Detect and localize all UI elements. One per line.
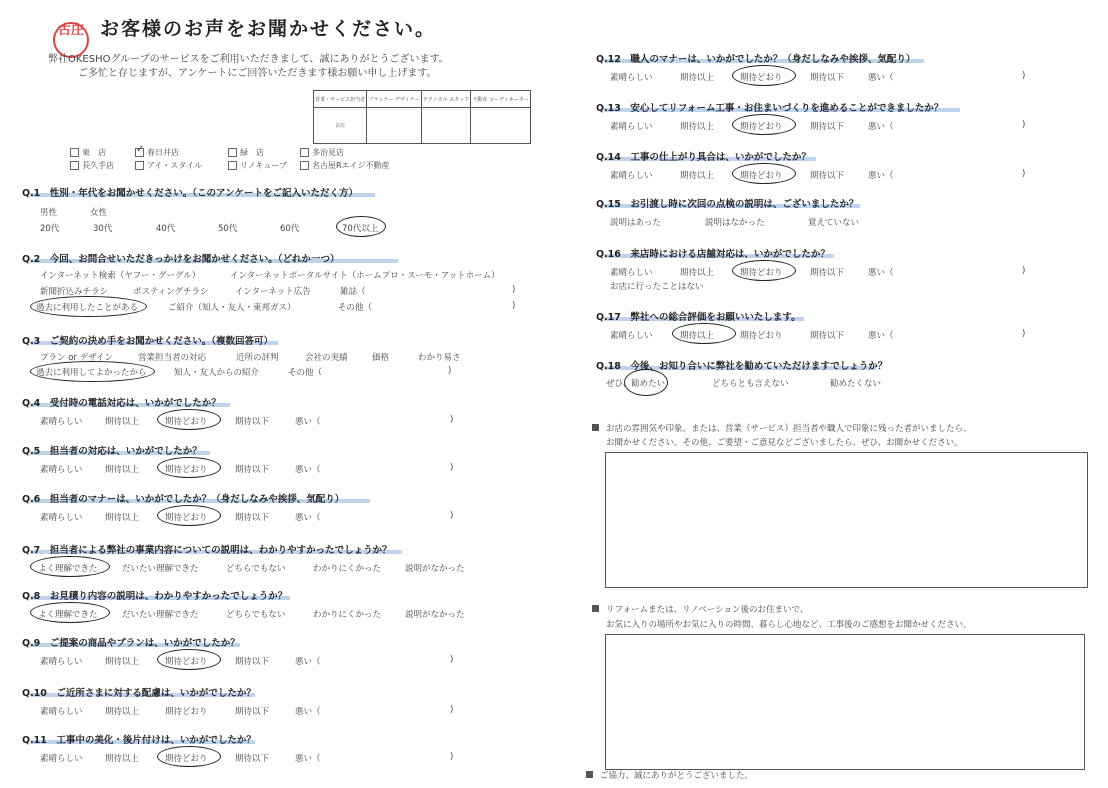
- q17-below-expectation[interactable]: 期待以下: [810, 331, 845, 341]
- q16-as-expected[interactable]: 期待どおり: [740, 268, 783, 278]
- q5-excellent[interactable]: 素晴らしい: [40, 465, 83, 475]
- staff-header-sales: 営業・サービス担当者: [314, 91, 367, 108]
- q2-other[interactable]: その他（: [338, 303, 373, 313]
- q12-above-expectation[interactable]: 期待以上: [680, 73, 715, 83]
- q9-title: Q.9 ご提案の商品やプランは、いかがでしたか？: [22, 638, 240, 649]
- q9-as-expected[interactable]: 期待どおり: [165, 657, 208, 667]
- q18-title: Q.18 今後、お知り合いに弊社を勧めていただけますでしょうか？: [596, 361, 888, 372]
- answer-circle: [336, 216, 386, 237]
- q8-mostly[interactable]: だいたい理解できた: [122, 610, 199, 620]
- q12-title: Q.12 職人のマナーは、いかがでしたか？（身だしなみや挨拶、気配り）: [596, 54, 916, 65]
- q2-newspaper-flyer[interactable]: 新聞折込みチラシ: [40, 287, 109, 297]
- q13-title: Q.13 安心してリフォーム工事・お住まいづくりを進めることができましたか？: [596, 103, 944, 114]
- q11-title: Q.11 工事中の美化・後片付けは、いかがでしたか？: [22, 735, 256, 746]
- checkbox-icon[interactable]: [228, 148, 237, 157]
- q16-bad-close: ): [1022, 266, 1026, 276]
- q12-excellent[interactable]: 素晴らしい: [610, 73, 653, 83]
- q6-bad[interactable]: 悪い（: [295, 513, 321, 523]
- q10-bad-close: ): [450, 705, 454, 715]
- q17-bad[interactable]: 悪い（: [868, 331, 894, 341]
- answer-circle: [732, 65, 796, 86]
- q15-not-explained[interactable]: 説明はなかった: [705, 218, 765, 228]
- q15-title: Q.15 お引渡し時に次回の点検の説明は、ございましたか？: [596, 199, 859, 210]
- staff-planner-value[interactable]: [367, 108, 422, 144]
- q16-below-expectation[interactable]: 期待以下: [810, 268, 845, 278]
- page-title: お客様のお声をお聞かせください。: [100, 18, 437, 40]
- q14-bad-close: ): [1022, 169, 1026, 179]
- q14-title: Q.14 工事の仕上がり具合は、いかがでしたか？: [596, 152, 811, 163]
- q4-above-expectation[interactable]: 期待以上: [105, 417, 140, 427]
- q6-excellent[interactable]: 素晴らしい: [40, 513, 83, 523]
- q1-age-30[interactable]: 30代: [93, 224, 113, 234]
- staff-table: [313, 90, 531, 144]
- comment2-prompt-2: お気に入りの場所やお気に入りの時間、暮らし心地など、工事後のご感想をお聞かせください。: [606, 620, 972, 630]
- q3-past-good[interactable]: 過去に利用してよかったから: [36, 368, 147, 378]
- q7-understood-well[interactable]: よく理解できた: [38, 564, 98, 574]
- q10-excellent[interactable]: 素晴らしい: [40, 707, 83, 717]
- q15-explained[interactable]: 説明はあった: [610, 218, 661, 228]
- store-tajimi[interactable]: 多治見店: [300, 147, 344, 158]
- q1-age-20[interactable]: 20代: [40, 224, 60, 234]
- q11-bad-close: ): [450, 752, 454, 762]
- checkbox-icon[interactable]: [135, 161, 144, 170]
- staff-header-technical: テクニカル スタッフ: [421, 91, 470, 108]
- q1-female[interactable]: 女性: [90, 208, 108, 218]
- store-nagoya-rage[interactable]: 名古屋Rエイジ不動産: [300, 160, 390, 171]
- q2-magazine[interactable]: 雑誌（: [340, 287, 366, 297]
- q1-male[interactable]: 男性: [40, 208, 58, 218]
- staff-sales-value[interactable]: 古庄: [314, 108, 367, 144]
- q5-bad-close: ): [450, 463, 454, 473]
- q1-age-40[interactable]: 40代: [156, 224, 176, 234]
- store-midori[interactable]: 緑 店: [228, 147, 264, 158]
- checkbox-checked-icon[interactable]: ✓: [136, 144, 145, 155]
- q13-excellent[interactable]: 素晴らしい: [610, 122, 653, 132]
- q12-below-expectation[interactable]: 期待以下: [810, 73, 845, 83]
- q16-title: Q.16 来店時における店舗対応は、いかがでしたか？: [596, 249, 830, 260]
- q11-below-expectation[interactable]: 期待以下: [235, 754, 270, 764]
- q4-bad-close: ): [450, 415, 454, 425]
- q14-bad[interactable]: 悪い（: [868, 171, 894, 181]
- q6-bad-close: ): [450, 511, 454, 521]
- q16-bad[interactable]: 悪い（: [868, 268, 894, 278]
- answer-circle: [30, 361, 155, 382]
- q4-below-expectation[interactable]: 期待以下: [235, 417, 270, 427]
- checkbox-icon[interactable]: [70, 148, 79, 157]
- checkbox-icon[interactable]: [300, 148, 309, 157]
- q6-title: Q.6 担当者のマナーは、いかがでしたか？（身だしなみや挨拶、気配り）: [22, 494, 345, 505]
- q16-never-visited[interactable]: お店に行ったことはない: [610, 282, 704, 292]
- q4-as-expected[interactable]: 期待どおり: [165, 417, 208, 427]
- q10-title: Q.10 ご近所さまに対する配慮は、いかがでしたか？: [22, 688, 256, 699]
- q13-bad-close: ): [1022, 120, 1026, 130]
- q3-title: Q.3 ご契約の決め手をお聞かせください。（複数回答可）: [22, 336, 274, 347]
- store-higashi[interactable]: 東 店: [70, 147, 106, 158]
- q13-above-expectation[interactable]: 期待以上: [680, 122, 715, 132]
- q8-title: Q.8 お見積り内容の説明は、わかりやすかったでしょうか？: [22, 591, 288, 602]
- q13-bad[interactable]: 悪い（: [868, 122, 894, 132]
- q5-above-expectation[interactable]: 期待以上: [105, 465, 140, 475]
- q14-below-expectation[interactable]: 期待以下: [810, 171, 845, 181]
- q2-past-use[interactable]: 過去に利用したことがある: [36, 303, 139, 313]
- bullet-icon: [592, 424, 599, 431]
- bullet-icon: [586, 771, 593, 778]
- q10-above-expectation[interactable]: 期待以上: [105, 707, 140, 717]
- q10-bad[interactable]: 悪い（: [295, 707, 321, 717]
- q3-sales-response[interactable]: 営業担当者の対応: [138, 353, 207, 363]
- q18-no[interactable]: 勧めたくない: [830, 379, 882, 389]
- q9-bad-close: ): [450, 655, 454, 665]
- q2-internet-search[interactable]: インターネット検索（ヤフー・グーグル）: [40, 271, 201, 281]
- q3-other-close: ): [448, 366, 452, 376]
- q12-bad-close: ): [1022, 71, 1026, 81]
- answer-circle: [624, 369, 668, 396]
- q11-as-expected[interactable]: 期待どおり: [165, 754, 208, 764]
- q2-posting-flyer[interactable]: ポスティングチラシ: [133, 287, 209, 297]
- intro-line-2: ご多忙と存じますが、アンケートにご回答いただきます様お願い申し上げます。: [78, 68, 437, 79]
- answer-circle: [30, 556, 110, 577]
- bullet-icon: [592, 605, 599, 612]
- q12-bad[interactable]: 悪い（: [868, 73, 894, 83]
- q18-undecided[interactable]: どちらとも言えない: [712, 379, 789, 389]
- store-nagakute[interactable]: 長久手店: [70, 160, 114, 171]
- store-istyle[interactable]: アイ・スタイル: [135, 160, 202, 171]
- q15-dont-remember[interactable]: 覚えていない: [808, 218, 860, 228]
- q3-reputation[interactable]: 近所の評判: [236, 353, 279, 363]
- answer-circle: [672, 323, 736, 344]
- answer-circle: [157, 457, 221, 478]
- q2-referral[interactable]: ご紹介（知人・友人・東邦ガス）: [168, 303, 296, 313]
- q16-above-expectation[interactable]: 期待以上: [680, 268, 715, 278]
- q1-age-60[interactable]: 60代: [280, 224, 300, 234]
- q9-below-expectation[interactable]: 期待以下: [235, 657, 270, 667]
- q2-other-close: ): [512, 301, 516, 311]
- q18-definitely[interactable]: ぜひ、勧めたい: [606, 379, 666, 389]
- q13-as-expected[interactable]: 期待どおり: [740, 122, 783, 132]
- q9-bad[interactable]: 悪い（: [295, 657, 321, 667]
- answer-circle: [157, 505, 221, 526]
- q8-neither[interactable]: どちらでもない: [226, 610, 286, 620]
- q3-track-record[interactable]: 会社の実績: [305, 353, 348, 363]
- q1-age-50[interactable]: 50代: [218, 224, 238, 234]
- q4-excellent[interactable]: 素晴らしい: [40, 417, 83, 427]
- q16-excellent[interactable]: 素晴らしい: [610, 268, 653, 278]
- answer-circle: [732, 163, 796, 184]
- checkbox-icon[interactable]: [70, 161, 79, 170]
- q17-title: Q.17 弊社への総合評価をお願いいたします。: [596, 312, 801, 323]
- q7-title: Q.7 担当者による弊社の事業内容についての説明は、わかりやすかったでしょうか？: [22, 545, 392, 556]
- staff-technical-value[interactable]: [421, 108, 470, 144]
- q17-as-expected[interactable]: 期待どおり: [740, 331, 783, 341]
- q7-unclear[interactable]: わかりにくかった: [313, 564, 382, 574]
- q7-neither[interactable]: どちらでもない: [226, 564, 286, 574]
- q17-above-expectation[interactable]: 期待以上: [680, 331, 715, 341]
- q17-excellent[interactable]: 素晴らしい: [610, 331, 653, 341]
- comment2-prompt-1: リフォームまたは、リノベーション後のお住まいで、: [606, 605, 809, 615]
- answer-circle: [157, 746, 221, 767]
- q6-below-expectation[interactable]: 期待以下: [235, 513, 270, 523]
- q11-bad[interactable]: 悪い（: [295, 754, 321, 764]
- q4-title: Q.4 受付時の電話対応は、いかがでしたか？: [22, 398, 221, 409]
- intro-line-1: 弊社OKESHOグループのサービスをご利用いただきまして、誠にありがとうございます。: [48, 54, 449, 65]
- q3-other[interactable]: その他（: [288, 368, 323, 378]
- q11-above-expectation[interactable]: 期待以上: [105, 754, 140, 764]
- comment1-prompt-2: お聞かせください。その他、ご要望・ご意見などございましたら、ぜひ、お聞かせください。: [606, 438, 963, 448]
- staff-header-planner: プランナー デザイナー: [367, 91, 422, 108]
- q3-plan-design[interactable]: プラン or デザイン: [40, 353, 114, 363]
- q8-understood-well[interactable]: よく理解できた: [38, 610, 98, 620]
- q2-title: Q.2 今回、お問合せいただきっかけをお聞かせください。（どれか一つ）: [22, 254, 340, 265]
- checkbox-icon[interactable]: [228, 161, 237, 170]
- answer-circle: [30, 602, 110, 623]
- thanks-note: ご協力、誠にありがとうございました。: [600, 771, 754, 781]
- q14-above-expectation[interactable]: 期待以上: [680, 171, 715, 181]
- q8-unclear[interactable]: わかりにくかった: [313, 610, 382, 620]
- name-seal: 古庄: [53, 22, 89, 58]
- q1-age-70plus[interactable]: 70代以上: [342, 224, 379, 234]
- store-kasugai[interactable]: ✓ 春日井店: [136, 144, 179, 157]
- comment1-prompt-1: お店の雰囲気や印象。または、営業（サービス）担当者や職人で印象に残った者がいましたら、: [606, 424, 972, 434]
- staff-header-realestate: 不動産 コーディネーター: [471, 91, 531, 108]
- q1-title: Q.1 性別・年代をお聞かせください。（このアンケートをご記入いただく方）: [22, 188, 358, 199]
- comment2-textarea[interactable]: [605, 634, 1085, 770]
- q7-no-explanation[interactable]: 説明がなかった: [405, 564, 465, 574]
- answer-circle: [732, 114, 796, 135]
- q17-bad-close: ): [1022, 329, 1026, 339]
- q13-below-expectation[interactable]: 期待以下: [810, 122, 845, 132]
- q7-mostly[interactable]: だいたい理解できた: [122, 564, 199, 574]
- answer-circle: [30, 296, 147, 317]
- answer-circle: [157, 649, 221, 670]
- q9-excellent[interactable]: 素晴らしい: [40, 657, 83, 667]
- q10-as-expected[interactable]: 期待どおり: [165, 707, 208, 717]
- q3-clarity[interactable]: わかり易さ: [418, 353, 461, 363]
- q3-friend-referral[interactable]: 知人・友人からの紹介: [174, 368, 260, 378]
- store-renocube[interactable]: リノキューブ: [228, 160, 287, 171]
- q10-below-expectation[interactable]: 期待以下: [235, 707, 270, 717]
- checkbox-icon[interactable]: [300, 161, 309, 170]
- q3-price[interactable]: 価格: [372, 353, 390, 363]
- q6-above-expectation[interactable]: 期待以上: [105, 513, 140, 523]
- q2-magazine-close: ): [512, 285, 516, 295]
- comment1-textarea[interactable]: [605, 452, 1088, 588]
- q2-internet-ad[interactable]: インターネット広告: [235, 287, 311, 297]
- q14-as-expected[interactable]: 期待どおり: [740, 171, 783, 181]
- q5-below-expectation[interactable]: 期待以下: [235, 465, 270, 475]
- q6-as-expected[interactable]: 期待どおり: [165, 513, 208, 523]
- q2-portal-site[interactable]: インターネットポータルサイト（ホームプロ・スーモ・アットホーム）: [230, 271, 500, 281]
- q4-bad[interactable]: 悪い（: [295, 417, 321, 427]
- q12-as-expected[interactable]: 期待どおり: [740, 73, 783, 83]
- q14-excellent[interactable]: 素晴らしい: [610, 171, 653, 181]
- q9-above-expectation[interactable]: 期待以上: [105, 657, 140, 667]
- q11-excellent[interactable]: 素晴らしい: [40, 754, 83, 764]
- q5-bad[interactable]: 悪い（: [295, 465, 321, 475]
- q8-no-explanation[interactable]: 説明がなかった: [405, 610, 465, 620]
- staff-realestate-value[interactable]: [471, 108, 531, 144]
- answer-circle: [157, 409, 221, 430]
- q5-title: Q.5 担当者の対応は、いかがでしたか？: [22, 446, 202, 457]
- q5-as-expected[interactable]: 期待どおり: [165, 465, 208, 475]
- answer-circle: [732, 260, 796, 281]
